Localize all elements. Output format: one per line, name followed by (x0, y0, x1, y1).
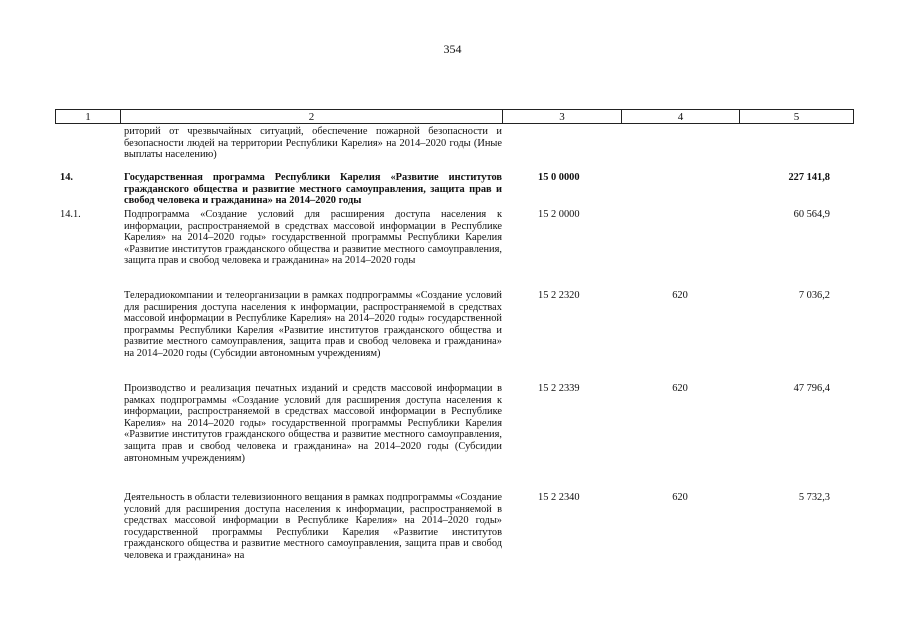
row-description: Государственная программа Республики Карелия «Развитие институтов гражданского общества и развитие местного самоуправления, защита прав и свобод человека и гражданина» на 2014–2020 годы (124, 172, 502, 207)
page-number: 354 (443, 42, 462, 56)
row-description: риторий от чрезвычайных ситуаций, обеспечение пожарной безопасности и безопасности людей на территории Республики Карелия» на 2014–2020 годы (Иные выплаты населению) (124, 126, 502, 161)
row-amount: 47 796,4 (793, 383, 830, 394)
header-col-1: 1 (56, 110, 121, 123)
row-number: 14. (60, 172, 73, 183)
row-amount: 5 732,3 (798, 492, 830, 503)
row-type: 620 (672, 492, 688, 503)
row-code: 15 2 0000 (538, 209, 580, 220)
header-col-4: 4 (622, 110, 740, 123)
row-type: 620 (672, 290, 688, 301)
row-description: Производство и реализация печатных изданий и средств массовой информации в рамках подпрограммы «Создание условий для расширения доступа населения к информации, распространяемой в средствах массовой информации в Республике Карелия» на 2014–2020 годы» государственной программы Республики Карелия «Развитие институтов гражданского общества и развитие местного самоуправления, защита прав и свобод человека и гражданина» на 2014–2020 годы (Субсидии автономным учреждениям) (124, 383, 502, 464)
row-type: 620 (672, 383, 688, 394)
row-code: 15 2 2340 (538, 492, 580, 503)
row-code: 15 0 0000 (538, 172, 580, 183)
table-header (55, 109, 854, 124)
row-description: Телерадиокомпании и телеорганизации в рамках подпрограммы «Создание условий для расширения доступа населения к информации, распространяемой в средствах массовой информации в Республике Карелия» на 2014–2020 годы» государственной программы Республики Карелия «Развитие институтов гражданского общества и развитие местного самоуправления, защита прав и свобод человека и гражданина» на 2014–2020 годы (Субсидии автономным учреждениям) (124, 290, 502, 359)
row-description: Подпрограмма «Создание условий для расширения доступа населения к информации, распространяемой в средствах массовой информации в Республике Карелия» на 2014–2020 годы» государственной программы Республики Карелия «Развитие институтов гражданского общества и развитие местного самоуправления, защита прав и свобод человека и гражданина» на 2014–2020 годы (124, 209, 502, 267)
row-code: 15 2 2339 (538, 383, 580, 394)
header-col-3: 3 (503, 110, 622, 123)
row-description: Деятельность в области телевизионного вещания в рамках подпрограммы «Создание условий для расширения доступа населения к информации, распространяемой в средствах массовой информации в Республике Карелия» на 2014–2020 годы» государственной программы Республики Карелия «Развитие институтов гражданского общества и развитие местного самоуправления, защита прав и свобод человека и гражданина» на (124, 492, 502, 561)
row-amount: 227 141,8 (788, 172, 830, 183)
row-number: 14.1. (60, 209, 81, 220)
header-col-5: 5 (793, 111, 800, 123)
row-amount: 60 564,9 (793, 209, 830, 220)
row-amount: 7 036,2 (798, 290, 830, 301)
row-code: 15 2 2320 (538, 290, 580, 301)
header-col-2: 2 (121, 110, 503, 123)
